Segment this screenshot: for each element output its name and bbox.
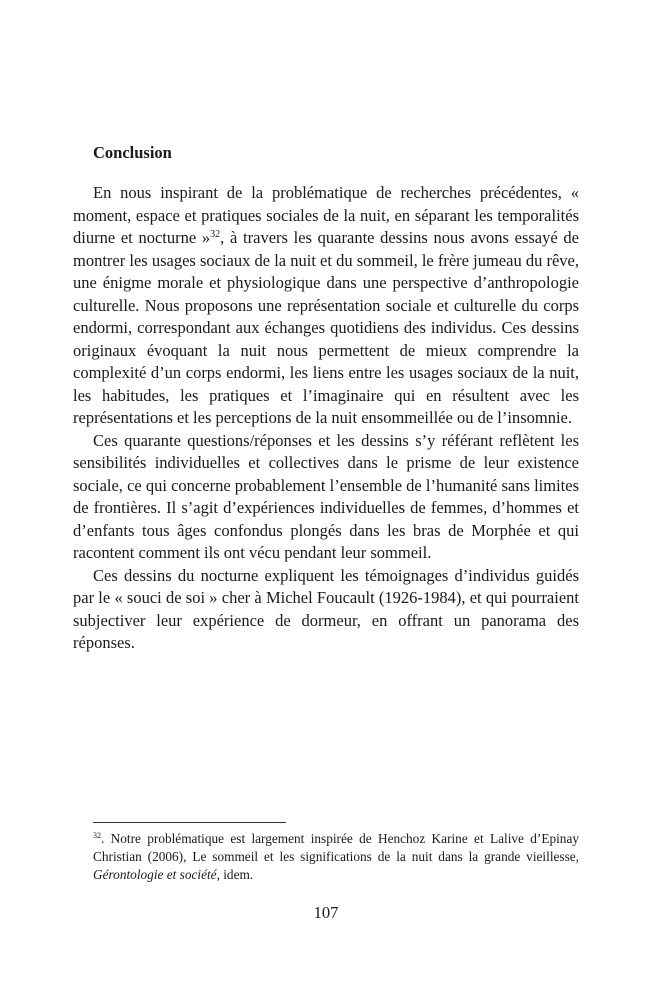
footnote <box>93 830 579 884</box>
footnote-text-after: , idem. <box>216 867 254 882</box>
footnote-marker: 32 <box>93 831 101 840</box>
paragraph-3: Ces dessins du nocturne expliquent les témoignages d’individus guidés par le « souci de soi » cher à Michel Foucault (1926-1984), et qui pourraient subjectiver leur expérience de dormeur, en offrant un panorama des réponses. <box>73 565 579 652</box>
paragraph-2: Ces quarante questions/réponses et les dessins s’y référant reflètent les sensibilités individuelles et collectives dans le prisme de leur existence sociale, ce qui concerne probablement l’ensemble de l’humanité sans limites de frontières. Il s’agit d’expériences individuelles de femmes, d’hommes et d’enfants tous âges confondus plongés dans les bras de Morphée et qui racontent comment ils ont vécu pendant leur sommeil. <box>73 430 579 562</box>
paragraph-1-text-before: En nous inspirant de la problématique de recherches précédentes, « moment, espace et pratiques sociales de la nuit, en séparant les temporalités diurne et nocturne » <box>73 183 579 247</box>
paragraph-1-text-after: , à travers les quarante dessins nous avons essayé de montrer les usages sociaux de la nuit et du sommeil, le frère jumeau du rêve, une énigme morale et physiologique dans une perspective d’anthropologie culturelle. Nous proposons une représentation sociale et culturelle du corps endormi, correspondant aux échanges quotidiens des individus. Ces dessins originaux évoquant la nuit nous permettent de mieux comprendre la complexité d’un corps endormi, les liens entre les usages sociaux de la nuit, les habitudes, les pratiques et l’imaginaire qui en résultent avec les représentations et les perceptions de la nuit ensommeillée ou de l’insomnie. <box>73 228 579 427</box>
footnote-divider <box>93 822 286 823</box>
book-page <box>73 0 579 985</box>
section-title: Conclusion <box>93 143 172 162</box>
body-text <box>73 182 579 655</box>
paragraph-1 <box>73 182 579 430</box>
footnote-text-before: . Notre problématique est largement inspirée de Henchoz Karine et Lalive d’Epinay Christian (2006), Le sommeil et les significations de la nuit dans la grande vieillesse, <box>93 831 579 864</box>
page-number: 107 <box>313 903 339 922</box>
footnote-reference[interactable]: 32 <box>210 229 221 240</box>
footnote-journal-title: Gérontologie et société <box>93 867 217 882</box>
